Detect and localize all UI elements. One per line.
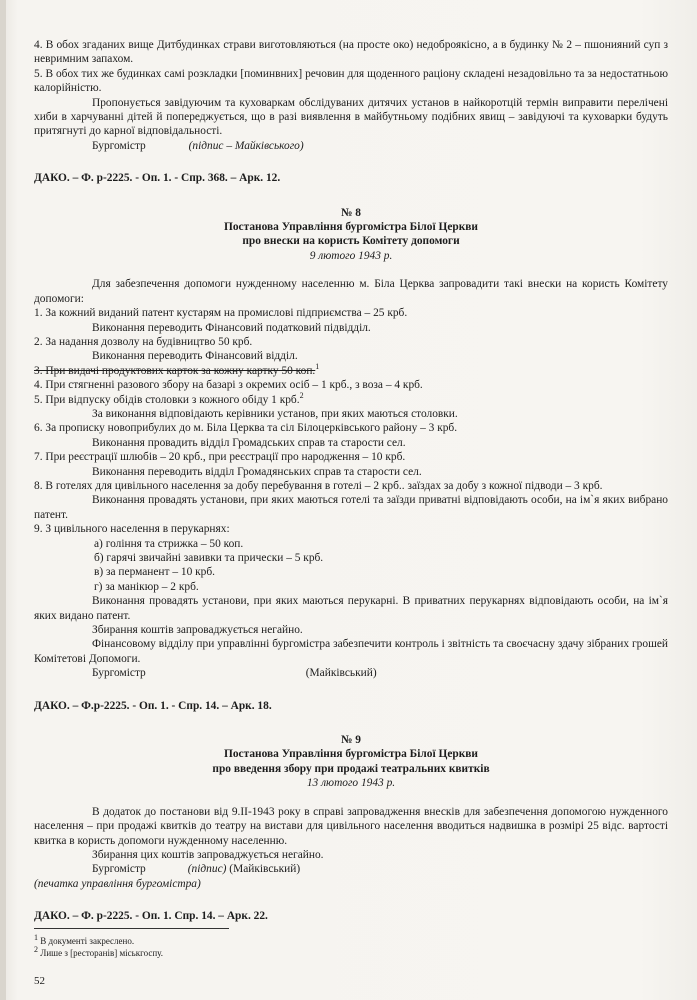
signature-line (34, 666, 668, 680)
document-title-line: про введення збору при продажі театральних квитків (212, 762, 490, 775)
sub-item: б) гарячі звичайні завивки та прически – 5 крб. (94, 552, 324, 564)
list-item (34, 390, 668, 407)
footnote (34, 947, 668, 959)
footnote-ref: 1 (315, 361, 320, 371)
list-item-execution: Виконання переводить Фінансовий податковий підвідділ. (92, 321, 371, 334)
list-item-execution: Виконання переводить Фінансовий відділ. (92, 350, 298, 363)
stamp-text: (печатка управління бургомістра) (34, 877, 201, 890)
sub-item: а) гоління та стрижка – 50 коп. (94, 537, 244, 550)
signature-title: Бургомістр (92, 863, 146, 876)
paragraph-proposal: Пропонується завідуючим та куховаркам обслідуваних дитячих установ в найкоротцій термін виправити перелічені хиби в харчуванні дітей й попереджується, що в разі виявлення в майбутньому подібних явищ – завідуючі та куховарки будуть притягнуті до карної відповідальності. (34, 96, 668, 138)
list-item: 7. При реєстрації шлюбів – 20 крб., при реєстрації про народження – 10 крб. (34, 451, 406, 464)
document-number: № 8 (341, 206, 361, 219)
list-item: 1. За кожний виданий патент кустарям на промислові підприємства – 25 крб. (34, 307, 408, 320)
page-content (34, 38, 668, 924)
document-title-line: про внески на користь Комітету допомоги (242, 235, 460, 248)
signature-name: (Майківський) (229, 863, 301, 876)
stamp-note (34, 877, 668, 891)
paragraph-collect: Збирання цих коштів запроваджується негайно. (92, 848, 324, 861)
paragraph-item-4: 4. В обох згаданих вище Дитбудинках страви виготовляються (на просте око) недоброякісно, а в будинку № 2 – пшонияний суп з невримним запахом. (34, 39, 668, 66)
paragraph-body: В додаток до постанови від 9.ІІ-1943 року в справі запровадження внесків для забезпечення допомогою нужденного населення – при продажі квитків до театру на вистави для цивільного населення вводиться надвишка в розмірі 25 відс. вартості квитка в користь допомоги нужденному населенню. (34, 805, 668, 847)
signature-line (34, 862, 668, 876)
list-item: 8. В готелях для цивільного населення за добу перебування в готелі – 2 крб.. заїздах за добу з кожної підводи – 3 крб. (34, 479, 603, 492)
signature-title: Бургомістр (92, 139, 146, 152)
list-item: 9. З цивільного населення в перукарнях: (34, 523, 230, 536)
paragraph-item-5: 5. В обох тих же будинках самі розкладки [поминвних] речовин для щоденного раціону складені незадовільно та за недостатньою калорійністю. (34, 67, 668, 95)
paragraph-finance: Фінансовому відділу при управлінні бургомістра забезпечити контроль і звітність та своєчасну здачу зібраних грошей Комітетові Допомоги. (34, 638, 668, 665)
paragraph-collect: Збирання коштів запроваджується негайно. (92, 624, 303, 637)
signature-title: Бургомістр (92, 667, 146, 680)
footnote (34, 935, 668, 947)
document-title-line: Постанова Управління бургомістра Білої Церкви (224, 748, 478, 761)
list-item-execution: Виконання провадять установи, при яких маються перукарні. В приватних перукарнях відповідають особи, на ім`я яких видано патент. (34, 595, 668, 622)
footnote-mark: 1 (34, 933, 38, 942)
document-date: 13 лютого 1943 р. (306, 777, 396, 790)
footnote-ref: 2 (299, 390, 304, 400)
footnote-text: В документі закреслено. (40, 936, 135, 946)
book-spine-shadow (0, 0, 6, 1000)
archive-source: ДАКО. – Ф.р-2225. - Оп. 1. - Спр. 14. – Арк. 18. (34, 699, 272, 712)
list-item-execution: Виконання провадять установи, при яких маються готелі та заїзди приватні відповідають особи, на ім`я яких вибрано патент. (34, 494, 668, 521)
signature-note: (підпис – Майківського) (188, 139, 304, 152)
archive-source: ДАКО. – Ф. р-2225. - Оп. 1. Спр. 14. – Арк. 22. (34, 910, 268, 923)
list-item-execution: За виконання відповідають керівники установ, при яких маються столовки. (92, 407, 458, 420)
footnote-divider (34, 928, 229, 929)
list-item: 4. При стягненні разового збору на базарі з окремих осіб – 1 крб., з воза – 4 крб. (34, 379, 423, 392)
paragraph-intro: Для забезпечення допомоги нужденному населенню м. Біла Церква запровадити такі внески на користь Комітету допомоги: (34, 278, 668, 305)
list-item-execution: Виконання провадить відділ Громадських справ та старости сел. (92, 436, 406, 449)
document-date: 9 лютого 1943 р. (309, 249, 393, 262)
signature-note: (підпис) (187, 863, 227, 876)
signature-line (34, 139, 668, 153)
document-title-line: Постанова Управління бургомістра Білої Церкви (224, 221, 478, 234)
document-number: № 9 (341, 734, 361, 747)
sub-item: в) за перманент – 10 крб. (94, 566, 216, 579)
struck-text: 3. При видачі продуктових карток за кожну картку 50 коп. (34, 364, 316, 377)
footnote-text: Лише з [ресторанів] міськгоспу. (40, 948, 164, 958)
list-item-text: 5. При відпуску обідів столовки з кожного обіду 1 крб. (34, 393, 300, 406)
list-item-execution: Виконання переводить відділ Громадянських справ та старости сел. (92, 465, 422, 478)
footnotes (34, 928, 668, 959)
footnote-mark: 2 (34, 945, 38, 954)
sub-item: г) за манікюр – 2 крб. (94, 580, 199, 593)
list-item-struck (34, 361, 668, 378)
list-item: 2. За надання дозволу на будівництво 50 крб. (34, 335, 253, 348)
list-item: 6. За прописку новоприбулих до м. Біла Церква та сіл Білоцерківського району – 3 крб. (34, 422, 458, 435)
archive-source: ДАКО. – Ф. р-2225. - Оп. 1. - Спр. 368. – Арк. 12. (34, 172, 281, 185)
signature-name: (Майківський) (305, 667, 377, 680)
page-number: 52 (34, 975, 45, 987)
